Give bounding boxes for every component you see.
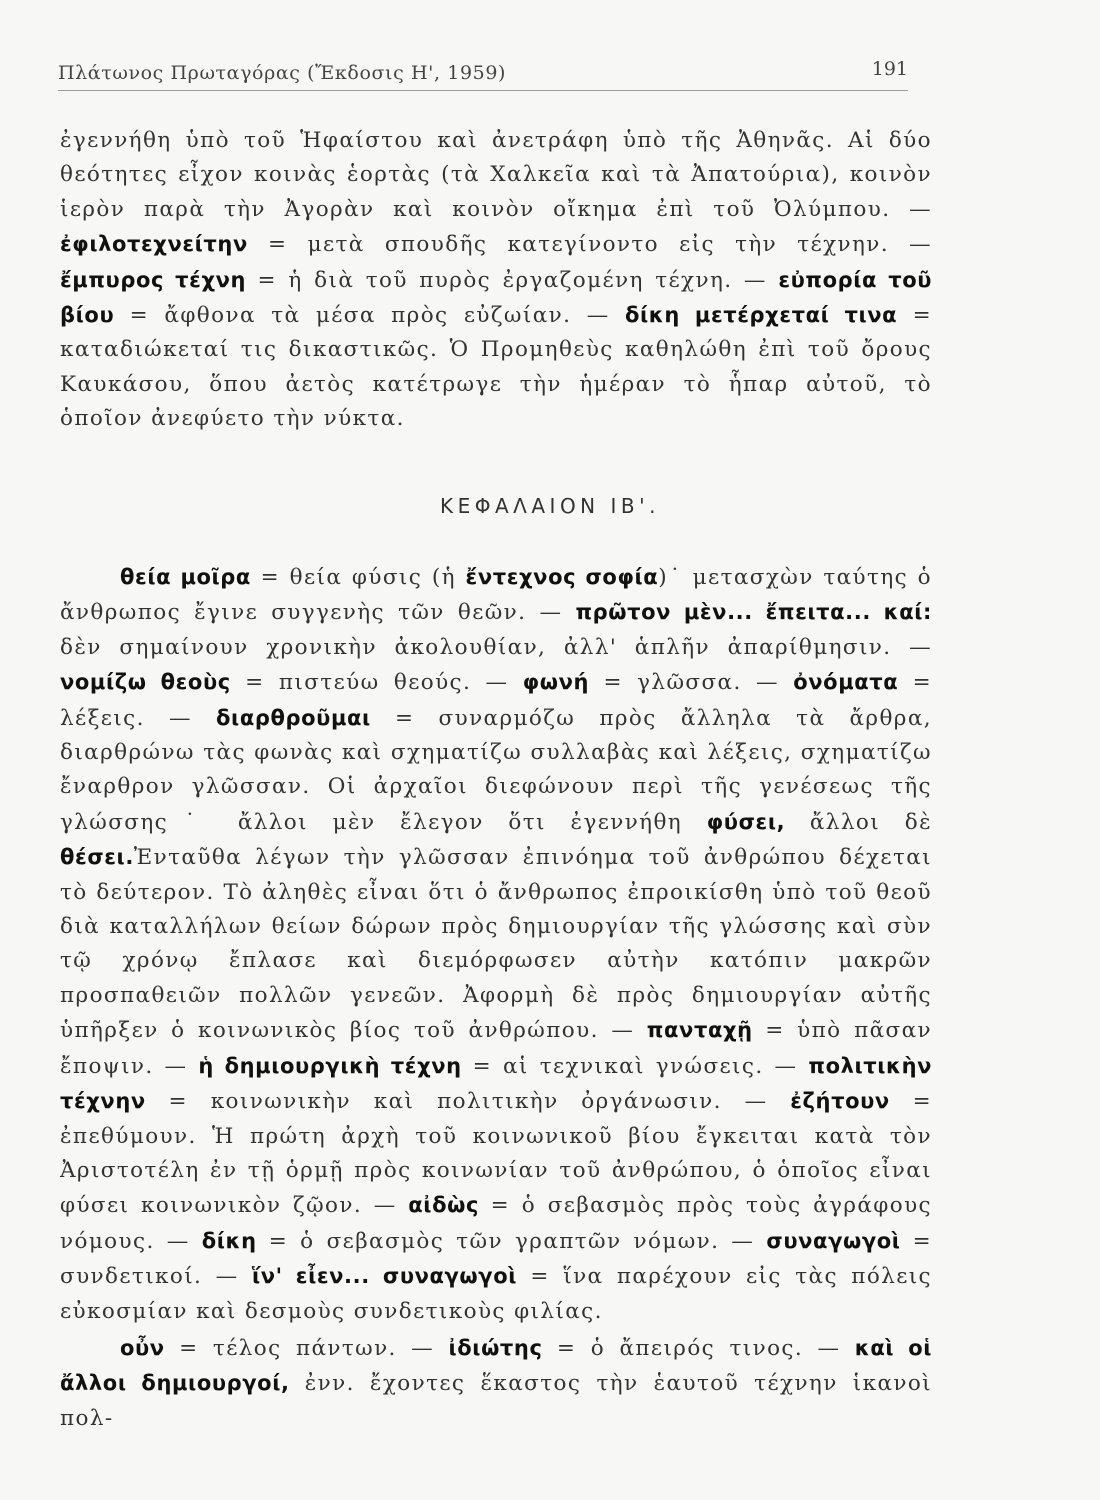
lemma: φύσει, [706, 809, 786, 834]
commentary-body [60, 560, 932, 1436]
lemma: διαρθροῦμαι [216, 705, 371, 730]
paragraph-3 [60, 1331, 932, 1436]
lemma: οὖν [120, 1335, 165, 1360]
text-run: = ἄφθονα τὰ μέσα πρὸς εὐζωίαν. — [129, 303, 610, 329]
text-run: Ἐνταῦθα λέγων τὴν γλῶσσαν ἐπινόημα τοῦ ἀνθρώπου δέχεται τὸ δεύτερον. Τὸ ἀληθὲς εἶναι ὅτι ὁ ἄνθρωπος ἐπροικίσθη ὑπὸ τοῦ θεοῦ διὰ καταλλήλων θείων δώρων πρὸς δημιουργίαν τῆς γλώσσης καὶ σὺν τῷ χρόνῳ ἔπλασε καὶ διεμόρφωσεν αὐτὴν κατόπιν μακρῶν προσπαθειῶν πολλῶν γενεῶν. Ἀφορμὴ δὲ πρὸς δημιουργίαν αὐτῆς ὑπῆρξεν ὁ κοινωνικὸς βίος τοῦ ἀνθρώπου. — [60, 845, 932, 1044]
text-run: ἄλλοι δὲ [809, 809, 933, 835]
lemma: ἔντεχνος σοφία [465, 565, 659, 589]
text-run: ἐνν. ἔχοντες ἕκαστος τὴν ἑαυτοῦ τέχνην ἱκανοὶ πολ- [60, 1371, 933, 1431]
text-run: = ὁ ἄπειρός τινος. — [556, 1335, 841, 1361]
text-run: = ὁ σεβασμὸς τῶν γραπτῶν νόμων. — [268, 1228, 755, 1254]
text-run: = μετὰ σπουδῆς κατεγίνοντο εἰς τὴν τέχνην. — [268, 232, 933, 258]
text-run: = τέλος πάντων. — [179, 1335, 435, 1361]
text-run: )˙ μετασχὼν ταύτης ὁ ἄνθρωπος ἔγινε συγγενὴς τῶν θεῶν. — [60, 565, 933, 626]
running-title: Πλάτωνος Πρωταγόρας (Ἔκδοσις Η', 1959) [58, 62, 507, 84]
text-run: = λέξεις. — [60, 670, 933, 731]
lemma: ἐφιλοτεχνείτην [60, 232, 248, 257]
paragraph-1 [60, 124, 932, 437]
page-header [58, 58, 908, 91]
commentary-top [60, 124, 932, 437]
lemma: δίκη μετέρχεταί τινα [624, 303, 898, 328]
lemma: θεία μοῖρα [120, 565, 251, 589]
lemma: φωνή [522, 670, 590, 695]
text-run: = ἡ διὰ τοῦ πυρὸς ἐργαζομένη τέχνη. — [257, 267, 767, 293]
text-run: = θεία φύσις (ἡ [260, 565, 456, 590]
lemma: ἔμπυρος τέχνη [60, 267, 247, 292]
paragraph-2 [60, 560, 932, 1329]
text-run: = συναρμόζω πρὸς ἄλληλα τὰ ἄρθρα, διαρθρώνω τὰς φωνὰς καὶ σχηματίζω συλλαβὰς καὶ λέξεις, σχηματίζω ἔναρθρον γλῶσσαν. Οἱ ἀρχαῖοι διεφώνουν περὶ τῆς γενέσεως τῆς γλώσσης˙ ἄλλοι μὲν ἔλεγον ὅτι ἐγεννήθη [60, 705, 933, 835]
text-run: = ὁ σεβασμὸς πρὸς τοὺς ἀγράφους νόμους. — [60, 1193, 933, 1254]
text-run: = ὑπὸ πᾶσαν ἔποψιν. — [60, 1018, 932, 1079]
lemma: δίκη [201, 1228, 257, 1253]
text-run: ἐγεννήθη ὑπὸ τοῦ Ἡφαίστου καὶ ἀνετράφη ὑπὸ τῆς Ἀθηνᾶς. Αἱ δύο θεότητες εἶχον κοινὰς ἑορτὰς (τὰ Χαλκεῖα καὶ τὰ Ἀπατούρια), κοινὸν ἱερὸν παρὰ τὴν Ἀγορὰν καὶ κοινὸν οἴκημα ἐπὶ τοῦ Ὀλύμπου. — [60, 128, 932, 222]
text-run: = ἵνα παρέχουν εἰς τὰς πόλεις εὐκοσμίαν καὶ δεσμοὺς συνδετικοὺς φιλίας. [60, 1264, 932, 1324]
lemma: εὐπορία τοῦ βίου [60, 267, 933, 328]
lemma: συναγωγοὶ [766, 1228, 901, 1253]
text-run: = κοινωνικὴν καὶ πολιτικὴν ὀργάνωσιν. — [168, 1089, 768, 1115]
page-number: 191 [871, 58, 908, 80]
text-run: = συνδετικοί. — [60, 1228, 933, 1290]
lemma: ἰδιώτης [448, 1335, 543, 1360]
text-run: δὲν σημαίνουν χρονικὴν ἀκολουθίαν, ἀλλ' ἁπλῆν ἀπαρίθμησιν. — [60, 634, 932, 660]
lemma: νομίζω θεοὺς [60, 670, 231, 695]
lemma: πολιτικὴν τέχνην [60, 1053, 933, 1114]
lemma: ἵν' εἶεν... συναγωγοὶ [251, 1264, 518, 1289]
text-run: = γλῶσσα. — [603, 670, 779, 696]
text-run: = πιστεύω θεούς. — [245, 670, 509, 696]
lemma: ἐζήτουν [790, 1089, 890, 1114]
text-run: = καταδιώκεταί τις δικαστικῶς. Ὁ Προμηθεὺς καθηλώθη ἐπὶ τοῦ ὄρους Καυκάσου, ὅπου ἀετὸς κατέτρωγε τὴν ἡμέραν τὸ ἧπαρ αὐτοῦ, τὸ ὁποῖον ἀνεφύετο τὴν νύκτα. [60, 303, 933, 432]
lemma: θέσει. [60, 845, 134, 870]
chapter-heading: ΚΕΦΑΛΑΙΟΝ ΙΒ'. [440, 494, 660, 518]
text-run: = αἱ τεχνικαὶ γνώσεις. — [472, 1053, 798, 1079]
lemma: πανταχῇ [646, 1018, 753, 1043]
lemma: ἡ δημιουργικὴ τέχνη [198, 1053, 462, 1078]
lemma: πρῶτον μὲν... ἔπειτα... καί: [575, 600, 933, 625]
text-run: = ἐπεθύμουν. Ἡ πρώτη ἀρχὴ τοῦ κοινωνικοῦ βίου ἔγκειται κατὰ τὸν Ἀριστοτέλη ἐν τῇ ὁρμῇ πρὸς κοινωνίαν τοῦ ἀνθρώπου, ὁ ὁποῖος εἶναι φύσει κοινωνικὸν ζῷον. — [60, 1089, 932, 1219]
lemma: αἰδὼς [408, 1193, 480, 1218]
lemma: καὶ οἱ ἄλλοι δημιουργοί, [60, 1335, 933, 1396]
lemma: ὀνόματα [793, 670, 899, 695]
